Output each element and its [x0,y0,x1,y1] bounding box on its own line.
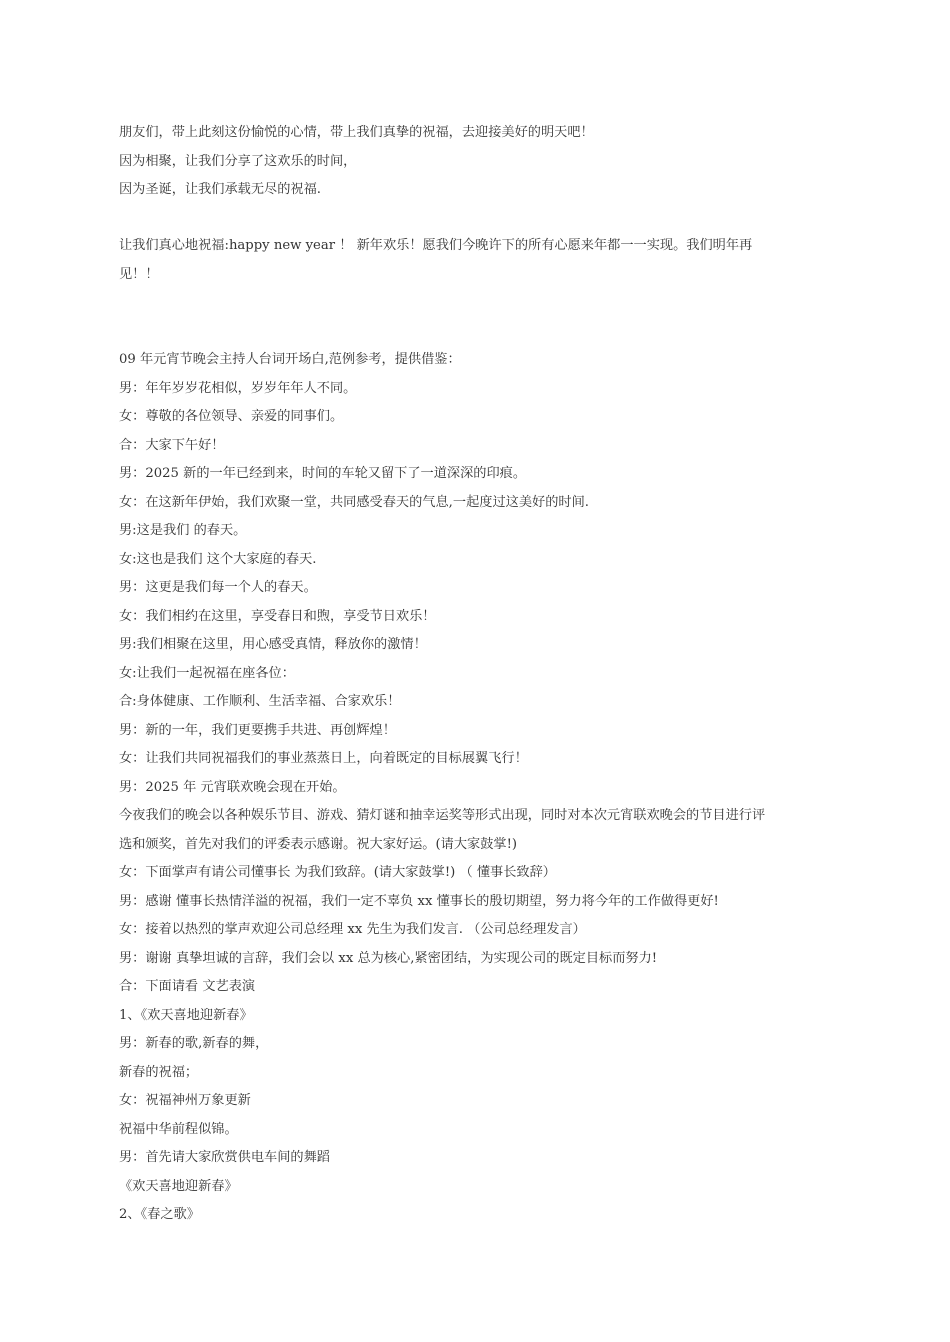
dialogue-line: 新春的祝福； [119,1064,199,1080]
dialogue-line: 男：这更是我们每一个人的春天。 [119,580,317,595]
dialogue-line: 祝福中华前程似锦。 [119,1121,238,1137]
dialogue-line: 女:这也是我们 这个大家庭的春天. [119,551,317,567]
dialogue-line: 男：谢谢 真挚坦诚的言辞，我们会以 xx 总为核心,紧密团结，为实现公司的既定目标而努力! [119,950,658,966]
dialogue-line: 男：年年岁岁花相似，岁岁年年人不同。 [119,380,357,396]
dialogue-line: 今夜我们的晚会以各种娱乐节目、游戏、猜灯谜和抽幸运奖等形式出现，同时对本次元宵联欢晚会的节目进行评 [119,808,766,823]
dialogue-line: 女：下面掌声有请公司懂事长 为我们致辞。(请大家鼓掌!) （ 懂事长致辞） [119,865,556,880]
dialogue-line: 男：首先请大家欣赏供电车间的舞蹈 [119,1150,330,1165]
dialogue-line: 女：在这新年伊始，我们欢聚一堂，共同感受春天的气息,一起度过这美好的时间. [119,494,589,510]
dialogue-line: 女：我们相约在这里，享受春日和煦，享受节日欢乐！ [119,608,436,624]
dialogue-line: 女:让我们一起祝福在座各位： [119,665,295,681]
section-heading: 09 年元宵节晚会主持人台词开场白,范例参考，提供借鉴： [119,352,461,367]
program-item: 1、《欢天喜地迎新春》 [119,1007,253,1023]
text-line: 因为圣诞，让我们承载无尽的祝福. [119,182,322,197]
dialogue-line: 女：接着以热烈的掌声欢迎公司总经理 xx 先生为我们发言. （公司总经理发言） [119,922,586,937]
dialogue-line: 合:身体健康、工作顺利、生活幸福、合家欢乐！ [119,694,401,709]
dialogue-line: 男：感谢 懂事长热情洋溢的祝福，我们一定不辜负 xx 懂事长的殷切期望，努力将今年的工作做得更好! [119,893,719,909]
dialogue-line: 女：尊敬的各位领导、亲爱的同事们。 [119,409,344,424]
dialogue-line: 合：下面请看 文艺表演 [119,979,256,994]
text-line: 见！！ [119,266,159,282]
dialogue-line: 《欢天喜地迎新春》 [119,1178,238,1194]
dialogue-line: 选和颁奖，首先对我们的评委表示感谢。祝大家好运。(请大家鼓掌!) [119,836,518,852]
dialogue-line: 女：祝福神州万象更新 [119,1093,251,1108]
dialogue-line: 男：2025 新的一年已经到来，时间的车轮又留下了一道深深的印痕。 [119,466,527,481]
text-line: 朋友们，带上此刻这份愉悦的心情，带上我们真挚的祝福，去迎接美好的明天吧！ [119,125,594,140]
dialogue-line: 男：新春的歌,新春的舞， [119,1036,269,1051]
text-line: 因为相聚，让我们分享了这欢乐的时间， [119,153,357,169]
dialogue-line: 男:这是我们 的春天。 [119,523,247,538]
new-year-wish-paragraph [119,232,835,289]
closing-paragraph [119,119,835,205]
dialogue-line: 女：让我们共同祝福我们的事业蒸蒸日上，向着既定的目标展翼飞行！ [119,751,528,766]
host-script-section [119,346,835,1230]
text-line: 让我们真心地祝福:happy new year ！ 新年欢乐！愿我们今晚许下的所有心愿来年都一一实现。我们明年再 [119,238,753,253]
dialogue-line: 合：大家下午好！ [119,437,225,453]
dialogue-line: 男：2025 年 元宵联欢晚会现在开始。 [119,779,346,795]
dialogue-line: 男：新的一年，我们更要携手共进、再创辉煌！ [119,722,396,738]
dialogue-line: 男:我们相聚在这里，用心感受真情，释放你的激情！ [119,637,427,652]
program-item: 2、《春之歌》 [119,1207,200,1222]
